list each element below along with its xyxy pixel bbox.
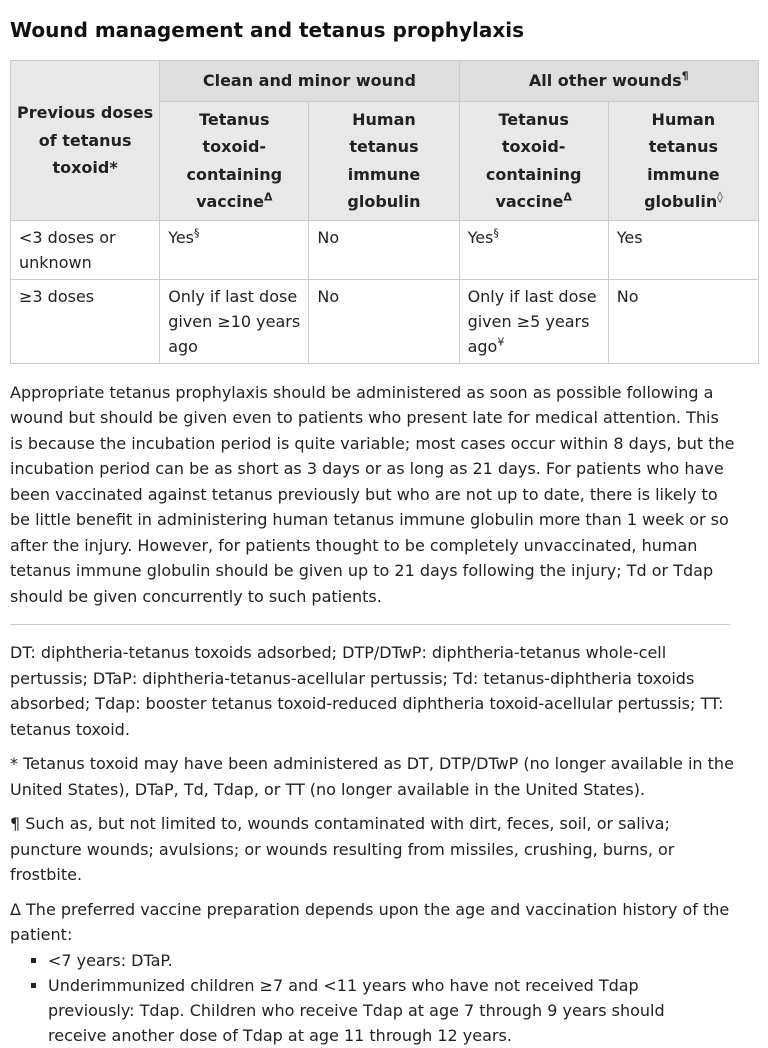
other-vaccine-cell-text: Only if last dose given ≥5 years ago bbox=[467, 286, 597, 356]
other-vaccine-footnote-mark: Δ bbox=[563, 190, 572, 204]
doses-cell bbox=[11, 220, 160, 279]
other-globulin-header-text: Human tetanus immune globulin bbox=[644, 109, 720, 211]
doses-cell-text: ≥3 doses bbox=[19, 286, 95, 306]
clean-globulin-cell bbox=[309, 220, 459, 279]
list-item: ▪ Underimmunized children ≥7 and <11 years who have not received Tdap previously: Tdap. Children who receive Tdap at age 7 through 9 years should receive another dose of Tdap at age 11 through 12 years. bbox=[48, 973, 728, 1048]
other-globulin-header bbox=[608, 101, 758, 220]
previous-doses-header bbox=[11, 61, 160, 221]
delta-footnote-list bbox=[10, 948, 728, 1048]
other-vaccine-cell-footnote-mark: § bbox=[493, 226, 499, 240]
clean-globulin-cell-text: No bbox=[317, 227, 340, 247]
clean-globulin-header bbox=[309, 101, 459, 220]
other-globulin-cell-text: Yes bbox=[616, 227, 643, 247]
page-title: Wound management and tetanus prophylaxis bbox=[10, 18, 525, 42]
clean-vaccine-footnote-mark: Δ bbox=[263, 190, 273, 204]
explanatory-paragraph: Appropriate tetanus prophylaxis should be administered as soon as possible following a wound but should be given even to patients who present late for medical attention. This is because the incubation period is quite variable; most cases occur within 8 days, but the incubation period can be as short as 3 days or as long as 21 days. For patients who have been vaccinated against tetanus previously but who are not up to date, there is likely to be little benefit in administering human tetanus immune globulin more than 1 week or so after the injury. However, for patients thought to be completely unvaccinated, human tetanus immune globulin should be given up to 21 days following the injury; Td or Tdap should be given concurrently to such patients. bbox=[10, 382, 735, 606]
other-wounds-header bbox=[459, 61, 758, 102]
table-row bbox=[11, 220, 759, 279]
other-globulin-cell-text: No bbox=[616, 286, 639, 306]
clean-globulin-cell bbox=[309, 279, 459, 363]
clean-vaccine-cell-text: Yes bbox=[168, 227, 195, 247]
doses-cell bbox=[11, 279, 160, 363]
clean-wound-header bbox=[160, 61, 459, 102]
table-row bbox=[11, 279, 759, 363]
delta-footnote: Δ The preferred vaccine preparation depends upon the age and vaccination history of the patient: bbox=[10, 899, 730, 944]
other-globulin-cell bbox=[608, 279, 758, 363]
other-globulin-footnote-mark: ◊ bbox=[717, 190, 723, 204]
clean-globulin-cell-text: No bbox=[317, 286, 340, 306]
other-vaccine-cell bbox=[459, 220, 608, 279]
other-vaccine-cell bbox=[459, 279, 608, 363]
list-item: ▪ <7 years: DTaP. bbox=[48, 948, 728, 973]
doses-cell-text: <3 doses or unknown bbox=[19, 227, 116, 272]
clean-vaccine-header bbox=[160, 101, 309, 220]
prophylaxis-table bbox=[10, 60, 759, 364]
previous-doses-header-text: Previous doses of tetanus toxoid* bbox=[17, 103, 154, 177]
table-group-header-row bbox=[11, 61, 759, 102]
asterisk-footnote: * Tetanus toxoid may have been administered as DT, DTP/DTwP (no longer available in the United States), DTaP, Td, Tdap, or TT (no longer available in the United States). bbox=[10, 754, 734, 799]
other-wounds-footnote-mark: ¶ bbox=[681, 69, 689, 83]
clean-vaccine-header-text: Tetanus toxoid-containing vaccine bbox=[186, 109, 283, 211]
clean-vaccine-cell-text: Only if last dose given ≥10 years ago bbox=[168, 286, 301, 356]
abbreviations-footnote: DT: diphtheria-tetanus toxoids adsorbed; DTP/DTwP: diphtheria-tetanus whole-cell pertussis; DTaP: diphtheria-tetanus-acellular pertussis; Td: tetanus-diphtheria toxoids absorbed; Tdap: booster tetanus toxoid-reduced diphtheria toxoid-acellular pertussis; TT: tetanus toxoid. bbox=[10, 643, 724, 739]
clean-vaccine-cell bbox=[160, 220, 309, 279]
clean-vaccine-cell bbox=[160, 279, 309, 363]
clean-wound-header-text: Clean and minor wound bbox=[202, 71, 416, 90]
clean-vaccine-cell-footnote-mark: § bbox=[194, 226, 200, 240]
other-wounds-header-text: All other wounds bbox=[528, 71, 682, 90]
clean-globulin-header-text: Human tetanus immune globulin bbox=[347, 109, 421, 211]
other-vaccine-cell-text: Yes bbox=[467, 227, 494, 247]
footnote-divider bbox=[10, 624, 730, 625]
pilcrow-footnote: ¶ Such as, but not limited to, wounds contaminated with dirt, feces, soil, or saliva; puncture wounds; avulsions; or wounds resulting from missiles, crushing, burns, or frostbite. bbox=[10, 814, 675, 884]
other-vaccine-header bbox=[459, 101, 608, 220]
other-globulin-cell bbox=[608, 220, 758, 279]
other-vaccine-cell-footnote-mark: ¥ bbox=[497, 335, 505, 349]
other-vaccine-header-text: Tetanus toxoid-containing vaccine bbox=[485, 109, 582, 211]
